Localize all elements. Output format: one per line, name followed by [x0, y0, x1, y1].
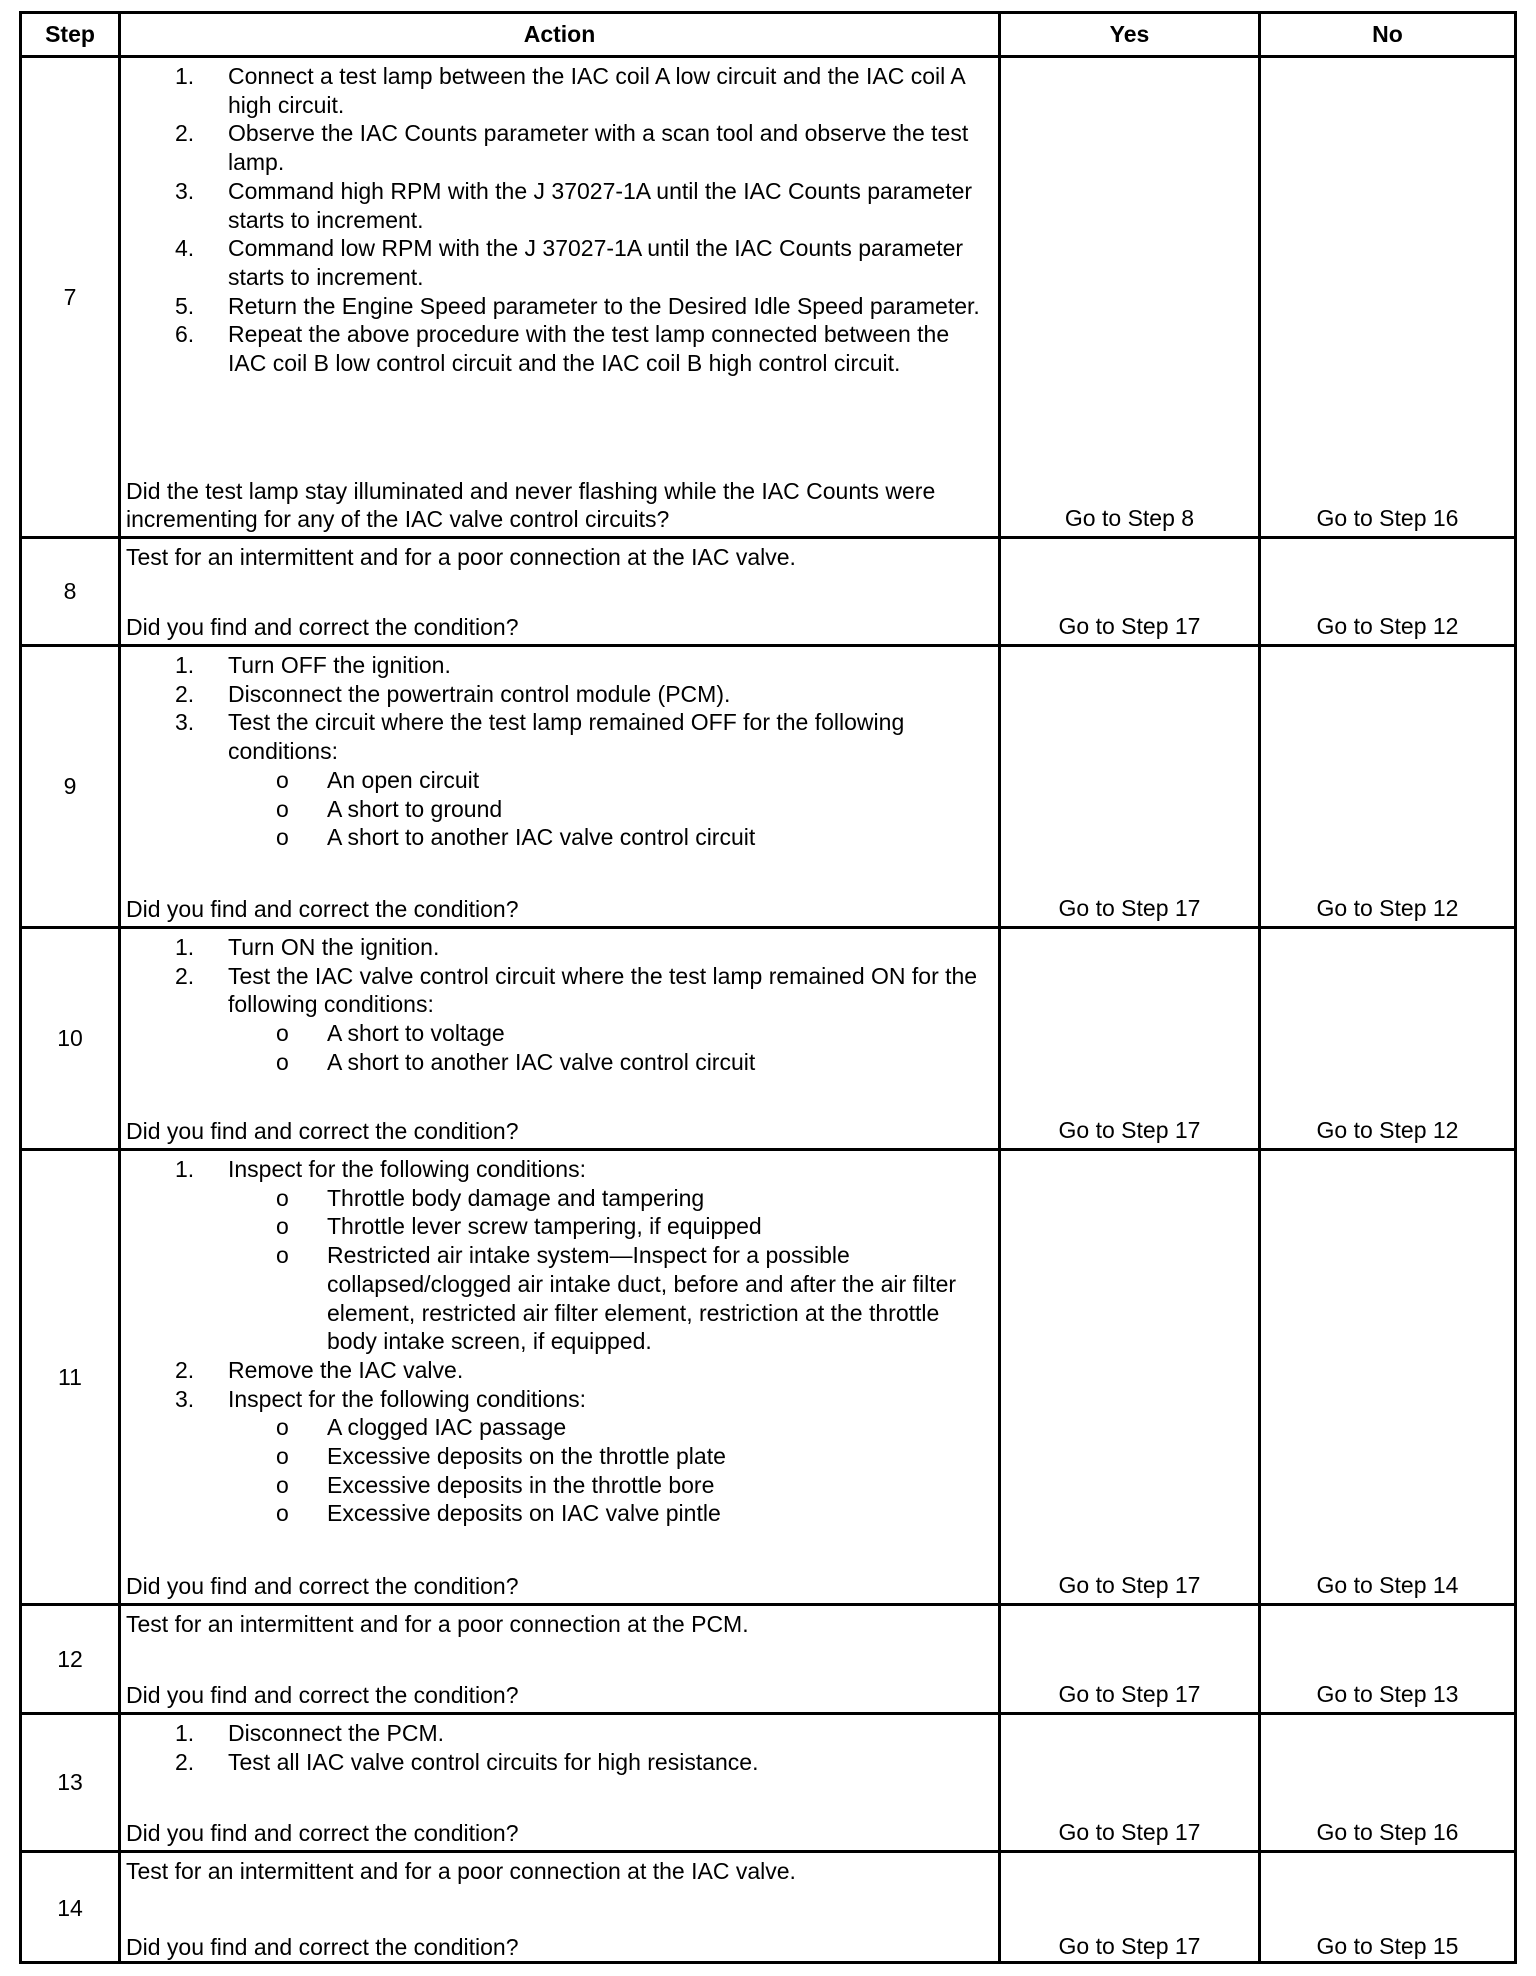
condition-item	[126, 1499, 992, 1528]
diagnostic-question: Did the test lamp stay illuminated and never flashing while the IAC Counts were incrementing for any of the IAC valve control circuits?	[126, 477, 936, 533]
step-number: 12	[22, 1606, 121, 1712]
action-cell	[121, 1853, 1001, 1964]
diagnostic-question: Did you find and correct the condition?	[126, 1682, 519, 1709]
bullet-icon: o	[276, 1414, 289, 1441]
step-text: Command low RPM with the J 37027-1A until the IAC Counts parameter starts to increment.	[228, 235, 964, 290]
table-row	[22, 539, 1514, 647]
header-step: Step	[22, 14, 121, 55]
condition-item	[126, 766, 992, 795]
diagnostic-question: Did you find and correct the condition?	[126, 614, 519, 641]
no-cell	[1261, 1606, 1514, 1712]
no-cell	[1261, 1853, 1514, 1964]
bullet-icon: o	[276, 795, 289, 822]
no-cell	[1261, 929, 1514, 1148]
yes-cell	[1001, 58, 1261, 536]
yes-cell	[1001, 929, 1261, 1148]
header-yes: Yes	[1001, 14, 1261, 55]
condition-text: Restricted air intake system—Inspect for a possible collapsed/clogged air intake duct, before and after the air filter element, restricted air filter element, restriction at the throttle body intake screen, if equipped.	[327, 1242, 957, 1355]
yes-goto: Go to Step 17	[1058, 613, 1201, 639]
header-action: Action	[121, 14, 1001, 55]
yes-goto: Go to Step 17	[1058, 1572, 1201, 1598]
no-goto: Go to Step 15	[1316, 1933, 1459, 1959]
table-row	[22, 647, 1514, 929]
yes-cell	[1001, 1853, 1261, 1964]
step-text: Turn OFF the ignition.	[228, 652, 451, 678]
step-list-number: 1.	[175, 652, 195, 678]
step-text: Inspect for the following conditions:	[228, 1385, 586, 1412]
numbered-step	[126, 680, 992, 709]
no-goto: Go to Step 12	[1316, 613, 1459, 639]
step-text: Test the IAC valve control circuit where the test lamp remained ON for the following conditions:	[228, 962, 978, 1018]
yes-cell	[1001, 539, 1261, 644]
numbered-step	[126, 651, 992, 680]
condition-item	[126, 1048, 992, 1077]
step-number: 11	[22, 1151, 121, 1603]
action-cell	[121, 1151, 1001, 1603]
bullet-icon: o	[276, 1213, 289, 1240]
no-goto: Go to Step 13	[1316, 1681, 1459, 1707]
numbered-step	[126, 1385, 992, 1414]
step-list-number: 2.	[175, 1748, 195, 1775]
condition-text: A short to another IAC valve control circuit	[327, 824, 756, 851]
step-list-number: 6.	[175, 321, 195, 348]
action-cell	[121, 929, 1001, 1148]
table-row	[22, 1151, 1514, 1606]
no-goto: Go to Step 16	[1316, 1819, 1459, 1845]
numbered-step	[126, 320, 992, 377]
step-number: 7	[22, 58, 121, 536]
yes-goto: Go to Step 17	[1058, 895, 1201, 921]
yes-goto: Go to Step 17	[1058, 1681, 1201, 1707]
no-goto: Go to Step 16	[1316, 505, 1459, 531]
step-number: 8	[22, 539, 121, 644]
condition-text: Excessive deposits on the throttle plate	[327, 1443, 726, 1470]
diagnostic-question: Did you find and correct the condition?	[126, 1820, 519, 1847]
step-text: Inspect for the following conditions:	[228, 1156, 586, 1182]
step-list-number: 2.	[175, 1356, 195, 1383]
diagnostic-question: Did you find and correct the condition?	[126, 896, 519, 923]
condition-text: Throttle body damage and tampering	[327, 1184, 705, 1211]
step-text: Disconnect the powertrain control module (PCM).	[228, 680, 731, 707]
diagnostic-table	[19, 11, 1517, 1964]
header-no: No	[1372, 21, 1403, 47]
numbered-step	[126, 1719, 992, 1748]
step-list-number: 2.	[175, 680, 195, 707]
numbered-step	[126, 234, 992, 291]
condition-item	[126, 1241, 992, 1356]
action-instruction: Test for an intermittent and for a poor connection at the PCM.	[126, 1611, 749, 1637]
numbered-step	[126, 292, 992, 321]
numbered-step	[126, 177, 992, 234]
step-list-number: 3.	[175, 1385, 195, 1412]
numbered-step	[126, 62, 992, 119]
no-cell	[1261, 647, 1514, 926]
bullet-icon: o	[276, 1184, 289, 1211]
step-list-number: 2.	[175, 962, 195, 989]
action-instruction: Test for an intermittent and for a poor connection at the IAC valve.	[126, 1858, 796, 1884]
condition-item	[126, 1212, 992, 1241]
numbered-step	[126, 708, 992, 765]
bullet-icon: o	[276, 824, 289, 851]
condition-item	[126, 1442, 992, 1471]
step-list-number: 1.	[175, 1720, 195, 1746]
no-goto: Go to Step 14	[1316, 1572, 1459, 1598]
condition-text: A short to another IAC valve control circuit	[327, 1048, 756, 1075]
table-row	[22, 929, 1514, 1151]
numbered-step	[126, 1748, 992, 1777]
no-cell	[1261, 1151, 1514, 1603]
step-text: Return the Engine Speed parameter to the Desired Idle Speed parameter.	[228, 292, 980, 319]
step-text: Remove the IAC valve.	[228, 1356, 464, 1383]
step-list-number: 1.	[175, 63, 195, 89]
step-text: Connect a test lamp between the IAC coil A low circuit and the IAC coil A high circuit.	[228, 63, 965, 118]
step-list-number: 3.	[175, 177, 195, 204]
yes-cell	[1001, 1715, 1261, 1850]
step-list-number: 3.	[175, 709, 195, 736]
step-text: Disconnect the PCM.	[228, 1720, 445, 1746]
bullet-icon: o	[276, 1500, 289, 1527]
action-cell	[121, 647, 1001, 926]
bullet-icon: o	[276, 1048, 289, 1075]
numbered-step	[126, 962, 992, 1019]
no-cell	[1261, 1715, 1514, 1850]
condition-text: A short to ground	[327, 795, 503, 822]
condition-text: Throttle lever screw tampering, if equipped	[327, 1213, 762, 1240]
table-row	[22, 1606, 1514, 1715]
bullet-icon: o	[276, 766, 289, 793]
step-text: Repeat the above procedure with the test lamp connected between the IAC coil B low control circuit and the IAC coil B high control circuit.	[228, 321, 950, 377]
condition-item	[126, 1019, 992, 1048]
diagnostic-question: Did you find and correct the condition?	[126, 1573, 519, 1600]
condition-text: Excessive deposits in the throttle bore	[327, 1471, 715, 1498]
yes-goto: Go to Step 8	[1064, 505, 1195, 531]
no-cell	[1261, 58, 1514, 536]
condition-item	[126, 1413, 992, 1442]
diagnostic-question: Did you find and correct the condition?	[126, 1934, 519, 1961]
step-list-number: 2.	[175, 120, 195, 147]
step-number: 9	[22, 647, 121, 926]
bullet-icon: o	[276, 1443, 289, 1470]
action-cell	[121, 1606, 1001, 1712]
diagnostic-question: Did you find and correct the condition?	[126, 1118, 519, 1145]
step-text: Turn ON the ignition.	[228, 934, 440, 960]
condition-item	[126, 795, 992, 824]
no-cell	[1261, 539, 1514, 644]
condition-text: A clogged IAC passage	[327, 1414, 567, 1441]
step-list-number: 1.	[175, 1156, 195, 1182]
step-text: Observe the IAC Counts parameter with a scan tool and observe the test lamp.	[228, 120, 969, 176]
condition-text: An open circuit	[327, 766, 480, 793]
no-goto: Go to Step 12	[1316, 1117, 1459, 1143]
table-row	[22, 58, 1514, 539]
bullet-icon: o	[276, 1242, 289, 1269]
step-list-number: 5.	[175, 292, 195, 319]
numbered-step	[126, 1356, 992, 1385]
numbered-step	[126, 933, 992, 962]
numbered-step	[126, 1155, 992, 1184]
condition-text: A short to voltage	[327, 1020, 505, 1047]
yes-goto: Go to Step 17	[1058, 1819, 1201, 1845]
yes-goto: Go to Step 17	[1058, 1117, 1201, 1143]
table-row	[22, 1715, 1514, 1853]
yes-cell	[1001, 1606, 1261, 1712]
step-number: 14	[22, 1853, 121, 1964]
numbered-step	[126, 119, 992, 176]
step-text: Test the circuit where the test lamp remained OFF for the following conditions:	[228, 709, 905, 765]
action-cell	[121, 58, 1001, 536]
yes-cell	[1001, 1151, 1261, 1603]
condition-item	[126, 1184, 992, 1213]
table-header-row	[22, 14, 1514, 58]
bullet-icon: o	[276, 1471, 289, 1498]
step-text: Test all IAC valve control circuits for high resistance.	[228, 1748, 759, 1775]
condition-text: Excessive deposits on IAC valve pintle	[327, 1500, 721, 1527]
action-cell	[121, 1715, 1001, 1850]
table-row	[22, 1853, 1514, 1964]
no-goto: Go to Step 12	[1316, 895, 1459, 921]
step-number: 10	[22, 929, 121, 1148]
action-instruction: Test for an intermittent and for a poor connection at the IAC valve.	[126, 544, 796, 570]
step-list-number: 1.	[175, 934, 195, 960]
step-list-number: 4.	[175, 235, 195, 262]
yes-goto: Go to Step 17	[1058, 1933, 1201, 1959]
step-number: 13	[22, 1715, 121, 1850]
step-text: Command high RPM with the J 37027-1A until the IAC Counts parameter starts to increment.	[228, 177, 973, 233]
action-cell	[121, 539, 1001, 644]
condition-item	[126, 823, 992, 852]
condition-item	[126, 1471, 992, 1500]
yes-cell	[1001, 647, 1261, 926]
bullet-icon: o	[276, 1020, 289, 1047]
